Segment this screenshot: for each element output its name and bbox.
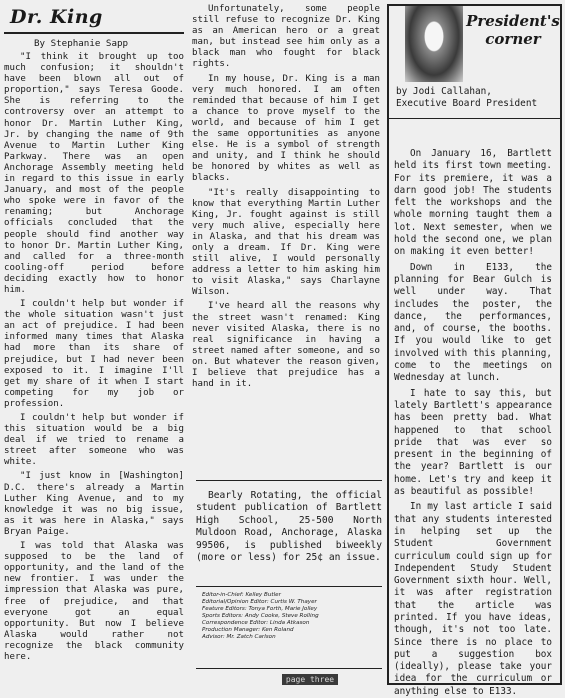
paragraph: I hate to say this, but lately Bartlett's appearance has been pretty bad. What happened to that school pride that was ever so present in the beginning of the year? Bartlett is our home. Let's try and keep it as beautiful as possible! bbox=[394, 387, 552, 498]
masthead-top-rule bbox=[196, 480, 382, 481]
presidents-corner-title bbox=[466, 12, 560, 48]
staff-top-rule bbox=[196, 586, 382, 587]
masthead bbox=[196, 490, 382, 564]
title-line: President's bbox=[466, 12, 560, 30]
title-line: corner bbox=[485, 30, 541, 48]
byline-rule bbox=[389, 118, 560, 119]
article-title: Dr. King bbox=[10, 6, 103, 28]
staff-line: Feature Editors: Tonya Forth, Marie Jolley bbox=[202, 606, 318, 612]
paragraph: "I think it brought up too much confusion; it shouldn't have been blown all out of proportion," says Teresa Goode. She is referring to the controversy over an attempt to honor Dr. Martin Luther King, Jr. by changing the name of 9th Avenue to Martin Luther King Parkway. There was an open Anchorage Assembly meeting held in regard to this issue in early January, and most of the people who spoke were in favor of the renaming; but Anchorage officials concluded that the people should find another way to honor Dr. Martin Luther King, and called for a three-month cooling-off period before deciding exactly how to honor him. bbox=[4, 52, 184, 295]
paragraph: On January 16, Bartlett held its first town meeting. For its premiere, it was a darn good job! The students felt the workshops and the whole morning taught them a lot. Next semester, when we hold the second one, we plan on making it even better! bbox=[394, 148, 552, 258]
middle-article-body bbox=[192, 4, 380, 390]
staff-line: Advisor: Mr. Zatch Carlson bbox=[202, 634, 276, 640]
paragraph: I couldn't help but wonder if this situation would be a big deal if we tried to rename a street after someone who was white. bbox=[4, 413, 184, 468]
left-article-body bbox=[4, 52, 184, 663]
masthead-text: Bearly Rotating, the official student publication of Bartlett High School, 25-500 North Muldoon Road, Anchorage, Alaska 99506, is published biweekly (more or less) for 25¢ an issue. bbox=[196, 490, 382, 564]
paragraph: In my house, Dr. King is a man very much honored. I am often reminded that because of him I get a chance to prove myself to the world, and because of him I get the same opportunities as anyone else. He is a symbol of strength and unity, and I think he should be honored by whites as well as blacks. bbox=[192, 73, 380, 184]
title-rule bbox=[4, 32, 184, 34]
byline-line: by Jodi Callahan, bbox=[396, 86, 492, 97]
page-number: page three bbox=[282, 674, 338, 685]
paragraph: "I just know in [Washington] D.C. there's already a Martin Luther King Avenue, and to my knowledge it was no big issue, as it was here in Alaska," says Bryan Paige. bbox=[4, 471, 184, 537]
staff-line: Sports Editors: Andy Cooke, Steve Rolling bbox=[202, 613, 319, 619]
footer-rule bbox=[196, 668, 382, 669]
president-article-body bbox=[394, 148, 552, 698]
paragraph: In my last article I said that any students interested in helping set up the Student Government curriculum could sign up for Independent Study Student Government sixth hour. Well, it was after registration that the article was printed. If you have ideas, though, it's not too late. Since there is no place to put a suggestion box (ideally), please take your idea for the curriculum or anything else to E133. bbox=[394, 501, 552, 697]
staff-line: Editorial/Opinion Editor: Curtis W. Thayer bbox=[202, 599, 317, 605]
staff-list bbox=[202, 592, 382, 641]
paragraph: I've heard all the reasons why the street wasn't renamed: King never visited Alaska, there is no real significance in having a street named after someone, and so on. But whatever the reason given, I believe that prejudice has a hand in it. bbox=[192, 301, 380, 390]
staff-line: Production Manager: Ken Roland bbox=[202, 627, 294, 633]
article-byline: By Stephanie Sapp bbox=[34, 38, 129, 49]
paragraph: Unfortunately, some people still refuse to recognize Dr. King as an American hero or a great man, but instead see him only as a black man who fought for black rights. bbox=[192, 4, 380, 70]
paragraph: I couldn't help but wonder if the whole situation wasn't just an act of prejudice. I had been informed many times that Alaska had more than its share of prejudice, but I had never been exposed to it. I imagine I'll get my share of it when I start competing for my job or profession. bbox=[4, 299, 184, 409]
paragraph: "It's really disappointing to know that everything Martin Luther King, Jr. fought against is still very much alive, especially here in Alaska, and that his dream was only a dream. If Dr. King were still alive, I would personally address a letter to him asking him to visit Alaska," says Charlayne Wilson. bbox=[192, 187, 380, 298]
president-photo bbox=[405, 6, 463, 82]
byline-line: Executive Board President bbox=[396, 98, 538, 109]
president-byline bbox=[396, 86, 560, 110]
paragraph: Down in E133, the planning for Bear Gulch is well under way. That includes the poster, the dance, the performances, and, of course, the booths. If you would like to get involved with this planning, come to the meetings on Wednesday at lunch. bbox=[394, 261, 552, 384]
paragraph: I was told that Alaska was supposed to be the land of opportunity, and the land of the new frontier. I was under the impression that Alaska was pure, free of prejudice, and that everyone got an equal opportunity. But now I believe Alaska would rather not recognize the black community here. bbox=[4, 541, 184, 662]
staff-line: Correspondence Editor: Linda Atkason bbox=[202, 620, 310, 626]
staff-line: Editor-in-Chief: Kelley Butler bbox=[202, 592, 281, 598]
